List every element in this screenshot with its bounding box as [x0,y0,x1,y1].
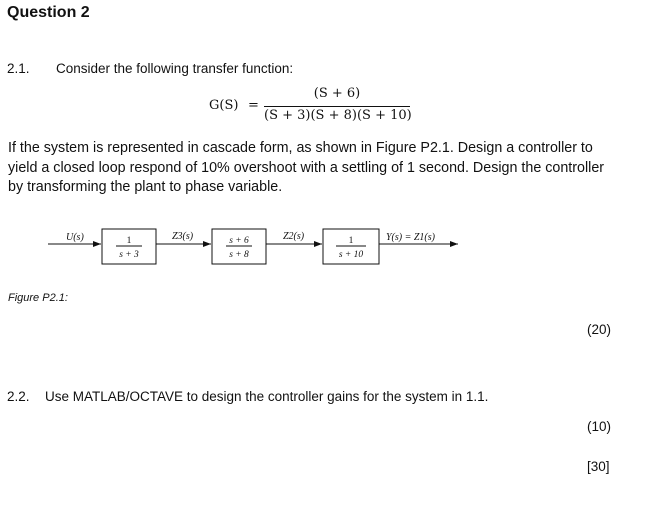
input-label: U(s) [66,232,84,243]
tf-equals: = [248,98,259,113]
q2-text: Use MATLAB/OCTAVE to design the controller gains for the system in 1.1. [45,389,489,404]
q2-marks: (10) [587,419,612,434]
question-heading: Question 2 [7,4,90,21]
signal-z3-label: Z3(s) [172,231,194,242]
output-label: Y(s) = Z1(s) [386,232,435,243]
q1-marks: (20) [587,322,612,337]
q2-number: 2.2. [7,389,30,404]
total-marks: [30] [587,459,610,474]
block2-num: s + 6 [229,236,249,246]
block3-den: s + 10 [338,250,364,260]
block2-den: s + 8 [229,250,249,260]
q1-number: 2.1. [7,61,30,76]
signal-z2-label: Z2(s) [283,231,305,242]
tf-denominator: (S + 3)(S + 8)(S + 10) [264,108,412,123]
block3-num: 1 [348,236,354,246]
tf-lhs: G(S) [209,98,239,113]
q1-paragraph: If the system is represented in cascade form, as shown in Figure P2.1. Design a controller to yield a closed loop respond of 10% overshoot with a settling of 1 second. Design the controller by transforming the plant to phase variable. [8,140,605,195]
block1-den: s + 3 [119,250,139,260]
tf-numerator: (S + 6) [313,86,361,101]
q1-intro: Consider the following transfer function: [56,61,294,76]
figure-label: Figure P2.1: [8,292,68,304]
block1-num: 1 [126,236,132,246]
